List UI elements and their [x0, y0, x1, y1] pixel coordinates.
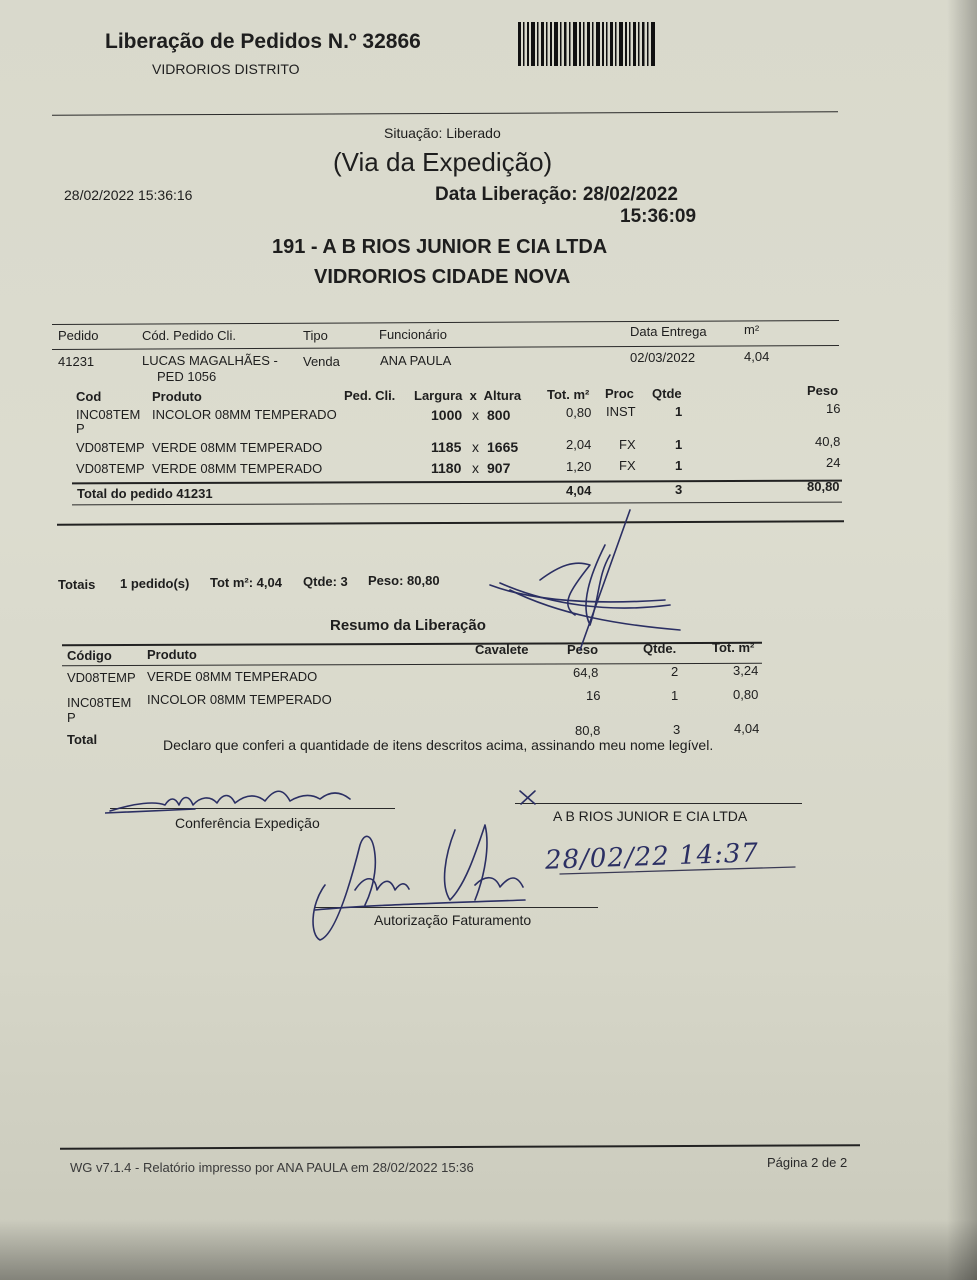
totals-label: Totais — [58, 577, 96, 592]
document-title: Liberação de Pedidos N.º 32866 — [105, 30, 421, 53]
item-peso: 24 — [826, 455, 841, 470]
x-separator: x — [472, 407, 479, 423]
col-tipo: Tipo — [303, 328, 328, 343]
item-produto: INCOLOR 08MM TEMPERADO — [152, 407, 337, 422]
order-data-entrega: 02/03/2022 — [630, 350, 696, 365]
shadow-overlay — [0, 1220, 977, 1280]
client-branch: VIDRORIOS CIDADE NOVA — [314, 266, 571, 288]
item-qtde: 1 — [675, 437, 683, 452]
date-underline-icon — [540, 862, 815, 882]
company-signature-label: A B RIOS JUNIOR E CIA LTDA — [553, 808, 748, 824]
summary-produto: VERDE 08MM TEMPERADO — [147, 669, 318, 684]
items-col-cod: Cod — [76, 389, 102, 404]
signature-line — [515, 803, 802, 804]
summary-codigo-cont: P — [67, 710, 76, 725]
order-cod-cli-2: PED 1056 — [157, 369, 217, 384]
item-largura: 1180 — [431, 460, 462, 476]
totals-peso: Peso: 80,80 — [368, 573, 440, 588]
items-col-peso: Peso — [807, 383, 839, 398]
item-produto: VERDE 08MM TEMPERADO — [152, 461, 323, 476]
summary-total-m2: 4,04 — [734, 721, 760, 736]
barcode-icon — [518, 22, 656, 66]
item-altura: 800 — [487, 407, 511, 423]
summary-peso: 16 — [586, 688, 601, 703]
item-altura: 907 — [487, 460, 511, 476]
col-pedido: Pedido — [58, 328, 99, 343]
order-total-qtde: 3 — [675, 482, 683, 497]
shadow-overlay — [947, 0, 977, 1280]
item-tot-m2: 2,04 — [566, 437, 592, 452]
item-peso: 16 — [826, 401, 841, 416]
totals-pedidos: 1 pedido(s) — [120, 576, 190, 591]
items-col-largura-altura: Largura x Altura — [414, 388, 522, 403]
divider — [72, 480, 842, 485]
item-largura: 1000 — [431, 407, 463, 423]
release-time: 15:36:09 — [620, 206, 697, 227]
items-col-qtde: Qtde — [652, 386, 682, 401]
conferencia-signature-icon — [105, 783, 365, 818]
item-qtde: 1 — [675, 404, 683, 419]
item-altura: 1665 — [487, 439, 519, 455]
summary-peso: 64,8 — [573, 665, 599, 680]
summary-tot-m2: 0,80 — [733, 687, 759, 702]
company-name: VIDRORIOS DISTRITO — [152, 61, 300, 77]
summary-total-qtde: 3 — [673, 722, 681, 737]
handwritten-date: 28/02/22 14:37 — [544, 838, 760, 876]
divider — [52, 111, 838, 115]
divider — [57, 520, 844, 525]
summary-tot-m2: 3,24 — [733, 663, 759, 678]
summary-codigo: VD08TEMP — [67, 670, 136, 685]
totals-m2: Tot m²: 4,04 — [210, 575, 282, 590]
items-col-produto: Produto — [152, 389, 202, 404]
release-date: Data Liberação: 28/02/2022 — [435, 184, 678, 205]
divider — [62, 663, 762, 666]
order-tipo: Venda — [303, 354, 340, 369]
item-cod-cont: P — [76, 421, 85, 436]
totals-qtde: Qtde: 3 — [303, 574, 348, 589]
summary-codigo: INC08TEM — [67, 695, 132, 710]
x-mark-icon — [515, 788, 545, 808]
summary-col-produto: Produto — [147, 647, 197, 662]
col-cod-pedido-cli: Cód. Pedido Cli. — [142, 328, 236, 343]
items-col-ped-cli: Ped. Cli. — [344, 388, 396, 403]
items-col-proc: Proc — [605, 386, 634, 401]
order-total-label: Total do pedido 41231 — [77, 486, 213, 501]
footer-printed-by: WG v7.1.4 - Relatório impresso por ANA PAULA em 28/02/2022 15:36 — [70, 1160, 474, 1175]
item-peso: 40,8 — [815, 434, 841, 449]
divider — [52, 320, 839, 325]
conferencia-label: Conferência Expedição — [175, 815, 320, 831]
large-signature-icon — [470, 505, 690, 655]
order-total-m2: 4,04 — [566, 483, 592, 498]
item-cod: INC08TEM — [76, 407, 141, 422]
col-data-entrega: Data Entrega — [630, 324, 707, 339]
item-tot-m2: 0,80 — [566, 405, 592, 420]
item-tot-m2: 1,20 — [566, 459, 592, 474]
summary-qtde: 2 — [671, 664, 679, 679]
order-pedido: 41231 — [58, 354, 95, 369]
summary-total-label: Total — [67, 732, 98, 747]
summary-col-qtde: Qtde. — [643, 641, 677, 656]
footer-page-number: Página 2 de 2 — [767, 1155, 848, 1170]
item-proc: FX — [619, 458, 636, 473]
divider — [60, 1144, 860, 1149]
x-separator: x — [472, 460, 479, 476]
order-funcionario: ANA PAULA — [380, 353, 452, 368]
printed-datetime: 28/02/2022 15:36:16 — [64, 187, 193, 203]
autorizacao-label: Autorização Faturamento — [374, 912, 532, 928]
situation-status: Situação: Liberado — [384, 125, 501, 141]
item-proc: INST — [606, 404, 636, 419]
col-funcionario: Funcionário — [379, 327, 447, 342]
via-label: (Via da Expedição) — [333, 147, 553, 177]
autorizacao-signature-icon — [305, 815, 535, 950]
item-proc: FX — [619, 437, 636, 452]
summary-total-peso: 80,8 — [575, 723, 601, 738]
declaration-text: Declaro que conferi a quantidade de itens descritos acima, assinando meu nome legível. — [163, 737, 714, 753]
summary-col-tot-m2: Tot. m² — [712, 640, 755, 655]
item-qtde: 1 — [675, 458, 683, 473]
item-largura: 1185 — [431, 439, 462, 455]
item-cod: VD08TEMP — [76, 440, 145, 455]
summary-col-codigo: Código — [67, 648, 112, 663]
divider — [72, 502, 842, 506]
summary-produto: INCOLOR 08MM TEMPERADO — [147, 692, 332, 707]
divider — [52, 345, 839, 350]
col-m2: m² — [744, 322, 760, 337]
order-m2: 4,04 — [744, 349, 770, 364]
summary-qtde: 1 — [671, 688, 679, 703]
summary-col-cavalete: Cavalete — [475, 642, 529, 657]
client-name: 191 - A B RIOS JUNIOR E CIA LTDA — [272, 236, 608, 258]
items-col-tot-m2: Tot. m² — [547, 387, 590, 402]
summary-title: Resumo da Liberação — [330, 617, 486, 634]
item-produto: VERDE 08MM TEMPERADO — [152, 440, 323, 455]
x-separator: x — [472, 439, 479, 455]
order-total-peso: 80,80 — [807, 479, 840, 494]
order-cod-cli: LUCAS MAGALHÃES - — [142, 353, 278, 368]
summary-col-peso: Peso — [567, 642, 599, 657]
item-cod: VD08TEMP — [76, 461, 145, 476]
